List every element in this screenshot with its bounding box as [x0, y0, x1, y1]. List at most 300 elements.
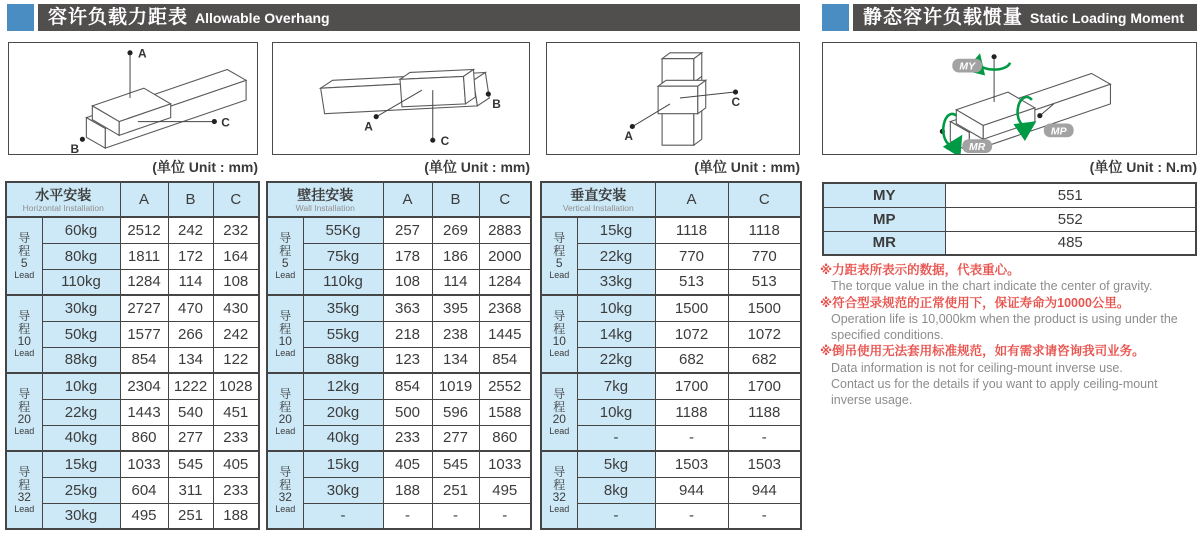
lead-zh: 导 — [279, 231, 292, 245]
lead-zh: 导 — [553, 387, 566, 401]
lead-zh: 程 — [553, 321, 566, 336]
header-row — [6, 182, 259, 217]
load-cell: 22kg — [42, 399, 120, 425]
table-title-en: Horizontal Installation — [22, 202, 104, 213]
table-row — [6, 321, 259, 347]
point-c-marker — [733, 90, 738, 95]
value-cell: 500 — [383, 399, 432, 425]
moment-table — [822, 182, 1197, 256]
value-cell: 451 — [213, 399, 259, 425]
lead-zh: 导 — [279, 387, 292, 401]
value-cell: 311 — [168, 477, 213, 503]
load-cell: 55Kg — [303, 217, 383, 243]
point-c-marker — [212, 119, 217, 124]
value-cell: 108 — [383, 269, 432, 295]
table-row — [541, 399, 801, 425]
load-cell: 75kg — [303, 243, 383, 269]
value-cell: 1443 — [120, 399, 168, 425]
value-cell: 545 — [432, 451, 479, 477]
value-cell: 682 — [655, 347, 728, 373]
diagram-static-loading-moment — [822, 42, 1197, 155]
table-row — [267, 321, 531, 347]
point-c-marker — [430, 138, 435, 143]
lead-zh: 程 — [279, 477, 292, 492]
value-cell: - — [728, 503, 801, 529]
table-title-zh: 壁挂安装 — [297, 186, 354, 203]
table-title — [6, 182, 120, 217]
point-a-marker — [127, 50, 132, 55]
diagram-vertical-installation — [546, 42, 800, 155]
table-title-zh: 垂直安装 — [570, 186, 627, 203]
value-cell: 1588 — [479, 399, 531, 425]
load-cell: 55kg — [303, 321, 383, 347]
lead-zh: 导 — [553, 309, 566, 323]
value-cell: 242 — [168, 217, 213, 243]
vertical-rail-drawing — [547, 43, 799, 154]
value-cell: 277 — [168, 425, 213, 451]
lead-en: Lead — [275, 504, 296, 514]
value-cell: 1503 — [728, 451, 801, 477]
lead-cell — [6, 295, 42, 373]
value-cell: 854 — [479, 347, 531, 373]
moment-row — [823, 231, 1196, 255]
moment-label: MR — [823, 231, 945, 255]
lead-cell — [541, 373, 577, 451]
column-header-c: C — [728, 182, 801, 217]
point-b-marker — [80, 137, 85, 142]
load-cell: 110kg — [303, 269, 383, 295]
value-cell: 1222 — [168, 373, 213, 399]
table-row — [6, 269, 259, 295]
value-cell: 395 — [432, 295, 479, 321]
table-row — [541, 477, 801, 503]
lead-number: 32 — [17, 490, 31, 504]
load-cell: 10kg — [577, 399, 655, 425]
overhang-table-horizontal — [5, 181, 260, 530]
lead-en: Lead — [549, 504, 570, 514]
column-header-b: B — [432, 182, 479, 217]
lead-zh: 程 — [553, 243, 566, 258]
value-cell: - — [432, 503, 479, 529]
value-cell: 1811 — [120, 243, 168, 269]
notes-block — [820, 262, 1200, 409]
value-cell: 1033 — [479, 451, 531, 477]
lead-cell — [541, 295, 577, 373]
table-row — [541, 243, 801, 269]
value-cell: 596 — [432, 399, 479, 425]
lead-number: 20 — [17, 412, 31, 426]
table-row — [6, 295, 259, 321]
value-cell: 860 — [479, 425, 531, 451]
note-zh-line: ※符合型录规范的正常使用下，保证寿命为10000公里。 — [820, 295, 1130, 310]
point-a-label: A — [624, 129, 633, 144]
value-cell: 944 — [655, 477, 728, 503]
value-cell: 242 — [213, 321, 259, 347]
mr-label: MR — [969, 142, 986, 154]
table-row — [541, 503, 801, 529]
value-cell: 405 — [383, 451, 432, 477]
value-cell: 1072 — [728, 321, 801, 347]
value-cell: 218 — [383, 321, 432, 347]
section-title-zh: 静态容许负载惯量 — [863, 7, 1024, 28]
lead-number: 32 — [552, 490, 566, 504]
section-title-zh: 容许负载力距表 — [48, 7, 189, 28]
moment-label: MP — [823, 207, 945, 231]
lead-number: 32 — [278, 490, 292, 504]
point-a-marker — [630, 124, 635, 129]
load-cell: 88kg — [42, 347, 120, 373]
load-cell: 35kg — [303, 295, 383, 321]
lead-zh: 程 — [279, 399, 292, 414]
diagram-wall-installation — [272, 42, 530, 155]
value-cell: 1700 — [655, 373, 728, 399]
table-row — [6, 425, 259, 451]
value-cell: 1072 — [655, 321, 728, 347]
load-cell: 110kg — [42, 269, 120, 295]
table-title-zh: 水平安装 — [35, 186, 92, 203]
load-cell: 30kg — [42, 503, 120, 529]
value-cell: 470 — [168, 295, 213, 321]
value-cell: 1577 — [120, 321, 168, 347]
note-en-line: Data information is not for ceiling-mount inverse use. — [831, 360, 1123, 375]
load-cell: 15kg — [303, 451, 383, 477]
value-cell: 604 — [120, 477, 168, 503]
accent-square-right — [822, 4, 849, 31]
table-row — [267, 503, 531, 529]
value-cell: 172 — [168, 243, 213, 269]
value-cell: - — [655, 503, 728, 529]
value-cell: 854 — [383, 373, 432, 399]
load-cell: 20kg — [303, 399, 383, 425]
table-row — [541, 321, 801, 347]
point-a-label: A — [364, 119, 373, 134]
load-cell: - — [577, 503, 655, 529]
value-cell: 266 — [168, 321, 213, 347]
value-cell: 540 — [168, 399, 213, 425]
load-cell: 12kg — [303, 373, 383, 399]
moment-row — [823, 183, 1196, 207]
value-cell: 1118 — [728, 217, 801, 243]
value-cell: 495 — [479, 477, 531, 503]
value-cell: - — [655, 425, 728, 451]
table-row — [6, 451, 259, 477]
point-c-label: C — [731, 94, 741, 109]
load-cell: 33kg — [577, 269, 655, 295]
value-cell: 134 — [432, 347, 479, 373]
value-cell: 257 — [383, 217, 432, 243]
note-en-line: Operation life is 10,000km when the product is using under the — [831, 311, 1178, 326]
load-cell: - — [577, 425, 655, 451]
value-cell: 1500 — [728, 295, 801, 321]
lead-number: 10 — [17, 334, 31, 348]
lead-cell — [541, 451, 577, 529]
value-cell: 269 — [432, 217, 479, 243]
value-cell: 233 — [383, 425, 432, 451]
point-b-label: B — [70, 142, 80, 154]
value-cell: 108 — [213, 269, 259, 295]
value-cell: 178 — [383, 243, 432, 269]
note-en-line: specified conditions. — [831, 328, 944, 343]
lead-zh: 导 — [553, 231, 566, 245]
table-row — [541, 347, 801, 373]
load-cell: - — [303, 503, 383, 529]
value-cell: 1445 — [479, 321, 531, 347]
load-cell: 10kg — [577, 295, 655, 321]
unit-label-mm: (单位 Unit : mm) — [152, 159, 258, 175]
value-cell: 1700 — [728, 373, 801, 399]
value-cell: - — [728, 425, 801, 451]
point-a-marker — [374, 114, 379, 119]
table-row — [541, 269, 801, 295]
column-header-c: C — [213, 182, 259, 217]
value-cell: 513 — [728, 269, 801, 295]
lead-zh: 程 — [18, 243, 31, 258]
moment-value: 551 — [945, 183, 1196, 207]
point-c-label: C — [440, 134, 450, 149]
lead-en: Lead — [549, 348, 570, 358]
value-cell: 2512 — [120, 217, 168, 243]
lead-number: 5 — [555, 256, 563, 270]
load-cell: 40kg — [42, 425, 120, 451]
table-row — [541, 373, 801, 399]
value-cell: 1028 — [213, 373, 259, 399]
table-row — [6, 347, 259, 373]
table-row — [267, 477, 531, 503]
table-row — [6, 243, 259, 269]
note-zh-line: ※力距表所表示的数据，代表重心。 — [820, 263, 1020, 277]
value-cell: 1033 — [120, 451, 168, 477]
value-cell: 2000 — [479, 243, 531, 269]
lead-cell — [6, 451, 42, 529]
value-cell: 430 — [213, 295, 259, 321]
mp-label: MP — [1050, 126, 1067, 138]
table-row — [541, 217, 801, 243]
lead-zh: 导 — [18, 465, 31, 479]
section-header-allowable-overhang — [38, 4, 800, 31]
point-b-marker — [486, 92, 491, 97]
overhang-table-wall — [266, 181, 532, 530]
lead-number: 20 — [278, 412, 292, 426]
value-cell: 860 — [120, 425, 168, 451]
lead-en: Lead — [14, 504, 35, 514]
value-cell: 1503 — [655, 451, 728, 477]
note-en-line: inverse usage. — [831, 393, 913, 408]
table-row — [267, 425, 531, 451]
lead-en: Lead — [275, 426, 296, 436]
load-cell: 40kg — [303, 425, 383, 451]
value-cell: 123 — [383, 347, 432, 373]
value-cell: 251 — [432, 477, 479, 503]
table-row — [6, 399, 259, 425]
value-cell: 164 — [213, 243, 259, 269]
lead-zh: 导 — [18, 231, 31, 245]
value-cell: 2368 — [479, 295, 531, 321]
lead-cell — [6, 217, 42, 295]
table-row — [267, 217, 531, 243]
table-row — [267, 269, 531, 295]
value-cell: 405 — [213, 451, 259, 477]
lead-zh: 导 — [553, 465, 566, 479]
load-cell: 50kg — [42, 321, 120, 347]
value-cell: 238 — [432, 321, 479, 347]
load-cell: 14kg — [577, 321, 655, 347]
moment-row — [823, 207, 1196, 231]
table-row — [267, 347, 531, 373]
my-label: MY — [959, 61, 976, 73]
diagram-horizontal-installation — [8, 42, 258, 155]
table-row — [541, 425, 801, 451]
value-cell: 122 — [213, 347, 259, 373]
lead-number: 20 — [552, 412, 566, 426]
value-cell: 513 — [655, 269, 728, 295]
load-cell: 30kg — [42, 295, 120, 321]
lead-cell — [267, 451, 303, 529]
unit-label-nm: (单位 Unit : N.m) — [1089, 159, 1197, 175]
value-cell: 854 — [120, 347, 168, 373]
lead-en: Lead — [275, 348, 296, 358]
lead-zh: 程 — [279, 321, 292, 336]
value-cell: 277 — [432, 425, 479, 451]
value-cell: 770 — [728, 243, 801, 269]
value-cell: 251 — [168, 503, 213, 529]
value-cell: 1019 — [432, 373, 479, 399]
value-cell: 2304 — [120, 373, 168, 399]
lead-zh: 导 — [279, 465, 292, 479]
lead-zh: 程 — [18, 399, 31, 414]
load-cell: 5kg — [577, 451, 655, 477]
value-cell: 2727 — [120, 295, 168, 321]
value-cell: 114 — [168, 269, 213, 295]
lead-en: Lead — [275, 270, 296, 280]
value-cell: 1500 — [655, 295, 728, 321]
note-en-line: Contact us for the details if you want to apply ceiling-mount — [831, 377, 1158, 392]
moment-value: 552 — [945, 207, 1196, 231]
unit-label-mm: (单位 Unit : mm) — [694, 159, 800, 175]
value-cell: 682 — [728, 347, 801, 373]
mp-axis-point — [1037, 113, 1042, 118]
point-a-label: A — [137, 46, 147, 61]
load-cell: 15kg — [42, 451, 120, 477]
lead-zh: 导 — [279, 309, 292, 323]
load-cell: 30kg — [303, 477, 383, 503]
table-row — [541, 451, 801, 477]
lead-zh: 导 — [18, 387, 31, 401]
lead-number: 5 — [20, 256, 28, 270]
value-cell: 545 — [168, 451, 213, 477]
table-title — [541, 182, 655, 217]
lead-number: 10 — [278, 334, 292, 348]
load-cell: 88kg — [303, 347, 383, 373]
value-cell: 363 — [383, 295, 432, 321]
value-cell: - — [479, 503, 531, 529]
lead-zh: 程 — [279, 243, 292, 258]
load-cell: 10kg — [42, 373, 120, 399]
table-row — [6, 373, 259, 399]
point-b-label: B — [492, 96, 501, 111]
horizontal-rail-drawing — [9, 43, 257, 154]
value-cell: 1188 — [655, 399, 728, 425]
lead-zh: 程 — [553, 477, 566, 492]
value-cell: 1188 — [728, 399, 801, 425]
overhang-table-vertical — [540, 181, 802, 530]
header-row — [541, 182, 801, 217]
note-en-line: The torque value in the chart indicate the center of gravity. — [831, 279, 1153, 294]
load-cell: 25kg — [42, 477, 120, 503]
lead-cell — [267, 373, 303, 451]
column-header-b: B — [168, 182, 213, 217]
value-cell: 2552 — [479, 373, 531, 399]
wall-rail-drawing — [273, 43, 529, 154]
note-zh-line: ※倒吊使用无法套用标准规范，如有需求请咨询我司业务。 — [820, 344, 1145, 359]
lead-zh: 程 — [553, 399, 566, 414]
value-cell: 188 — [383, 477, 432, 503]
load-cell: 15kg — [577, 217, 655, 243]
section-title-en: Static Loading Moment — [1030, 10, 1185, 26]
load-cell: 22kg — [577, 347, 655, 373]
lead-en: Lead — [14, 348, 35, 358]
value-cell: 2883 — [479, 217, 531, 243]
lead-en: Lead — [549, 426, 570, 436]
column-header-a: A — [383, 182, 432, 217]
column-header-a: A — [655, 182, 728, 217]
table-row — [267, 243, 531, 269]
value-cell: 232 — [213, 217, 259, 243]
column-header-c: C — [479, 182, 531, 217]
value-cell: 1284 — [120, 269, 168, 295]
table-title-en: Wall Installation — [295, 202, 355, 213]
lead-number: 5 — [281, 256, 289, 270]
lead-cell — [267, 217, 303, 295]
value-cell: 233 — [213, 477, 259, 503]
table-title-en: Vertical Installation — [562, 202, 634, 213]
lead-zh: 导 — [18, 309, 31, 323]
value-cell: 186 — [432, 243, 479, 269]
lead-zh: 程 — [18, 321, 31, 336]
point-c-label: C — [221, 115, 230, 130]
table-row — [267, 373, 531, 399]
lead-en: Lead — [14, 270, 35, 280]
header-row — [267, 182, 531, 217]
accent-square-left — [7, 4, 34, 31]
load-cell: 80kg — [42, 243, 120, 269]
lead-zh: 程 — [18, 477, 31, 492]
value-cell: 1284 — [479, 269, 531, 295]
load-cell: 8kg — [577, 477, 655, 503]
value-cell: - — [383, 503, 432, 529]
value-cell: 495 — [120, 503, 168, 529]
moment-value: 485 — [945, 231, 1196, 255]
value-cell: 233 — [213, 425, 259, 451]
lead-number: 10 — [552, 334, 566, 348]
moment-rail-drawing — [823, 43, 1196, 154]
value-cell: 944 — [728, 477, 801, 503]
section-header-static-loading-moment — [853, 4, 1197, 31]
load-cell: 22kg — [577, 243, 655, 269]
load-cell: 7kg — [577, 373, 655, 399]
table-row — [6, 477, 259, 503]
table-row — [267, 451, 531, 477]
lead-cell — [6, 373, 42, 451]
my-axis-point — [991, 54, 996, 59]
table-row — [6, 503, 259, 529]
section-title-en: Allowable Overhang — [195, 10, 330, 26]
table-title — [267, 182, 383, 217]
table-row — [267, 399, 531, 425]
value-cell: 114 — [432, 269, 479, 295]
column-header-a: A — [120, 182, 168, 217]
table-row — [6, 217, 259, 243]
table-row — [541, 295, 801, 321]
